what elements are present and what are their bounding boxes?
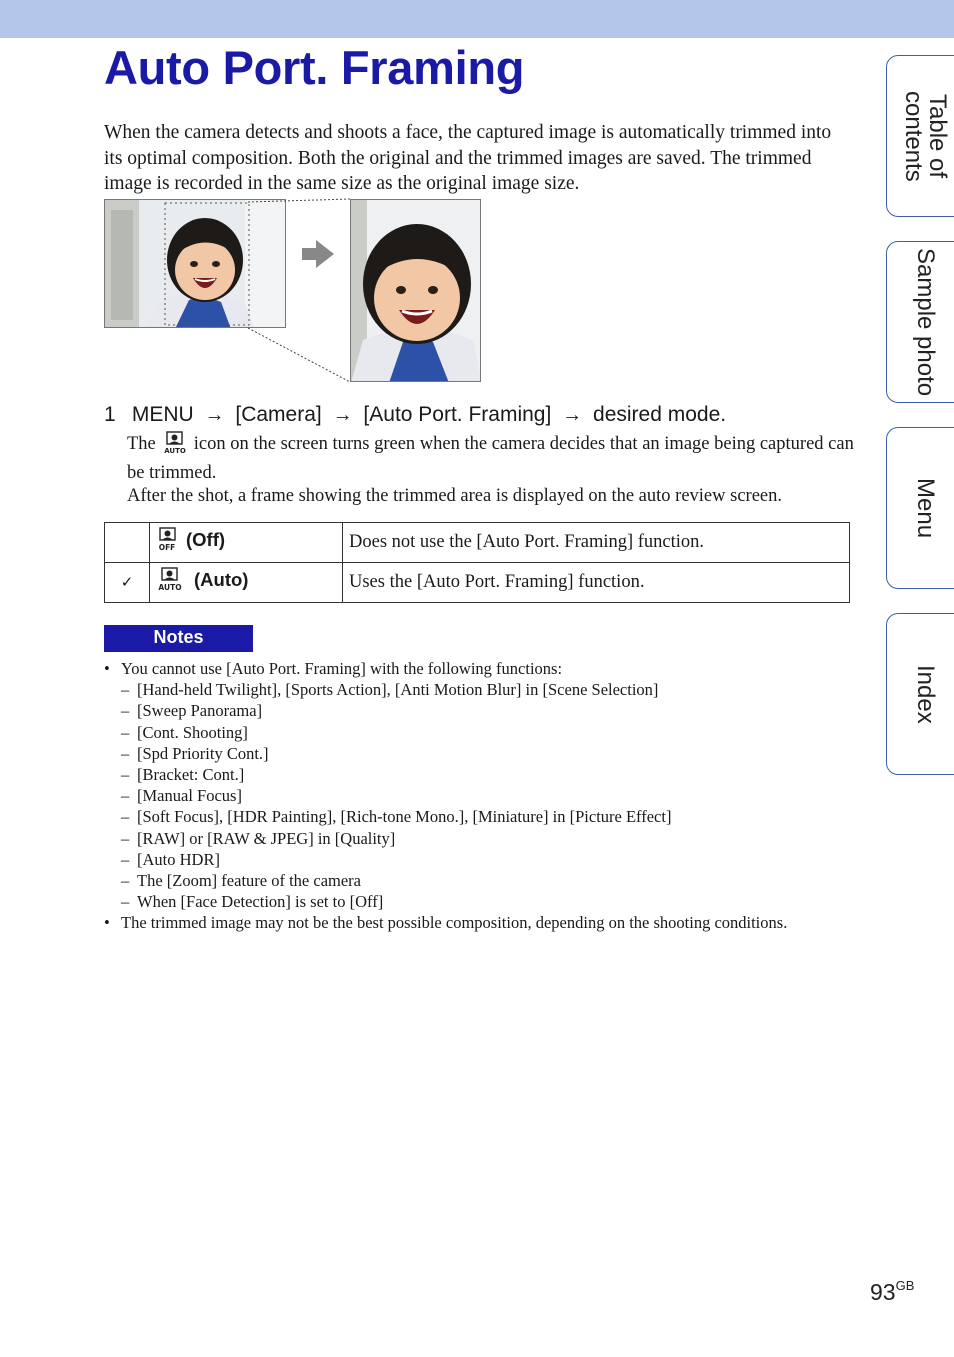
auto-port-framing-label: [Auto Port. Framing] bbox=[363, 403, 552, 426]
mode-table bbox=[104, 522, 850, 603]
note-sub-item: – [Sweep Panorama] bbox=[104, 700, 864, 721]
right-arrow-icon bbox=[300, 238, 336, 270]
top-banner bbox=[0, 0, 954, 38]
step-desc-prefix: The bbox=[127, 434, 156, 454]
step-desc-line-2: After the shot, a frame showing the trimmed area is displayed on the auto review screen. bbox=[127, 486, 782, 506]
mode-label-cell bbox=[150, 523, 343, 563]
auto-port-framing-off-icon bbox=[158, 527, 178, 558]
note-bullet-2: • The trimmed image may not be the best possible composition, depending on the shooting conditions. bbox=[104, 912, 864, 933]
tab-menu[interactable] bbox=[886, 427, 954, 589]
tab-label: Index bbox=[912, 664, 939, 724]
notes-heading: Notes bbox=[104, 625, 253, 652]
table-row bbox=[105, 563, 850, 603]
note-sub-item: – [Bracket: Cont.] bbox=[104, 764, 864, 785]
mode-label-cell bbox=[150, 563, 343, 603]
note-sub-item: – The [Zoom] feature of the camera bbox=[104, 870, 864, 891]
arrow-icon: → bbox=[332, 404, 353, 426]
desired-mode-label: desired mode. bbox=[593, 403, 727, 426]
notes-list bbox=[104, 658, 864, 934]
icon-auto-text: AUTO bbox=[158, 583, 182, 592]
note-sub-item: – [Manual Focus] bbox=[104, 785, 864, 806]
trimmed-photo bbox=[350, 199, 481, 382]
auto-port-framing-auto-icon bbox=[158, 567, 182, 598]
tab-table-of-contents[interactable] bbox=[886, 55, 954, 217]
check-icon: ✓ bbox=[120, 573, 134, 591]
note-sub-item: – [Hand-held Twilight], [Sports Action], [Anti Motion Blur] in [Scene Selection] bbox=[104, 679, 864, 700]
page-number-suffix: GB bbox=[895, 1278, 915, 1293]
icon-off-text: OFF bbox=[158, 543, 176, 552]
mode-off-label: (Off) bbox=[186, 529, 226, 550]
arrow-icon: → bbox=[204, 404, 225, 426]
auto-port-framing-auto-icon bbox=[164, 431, 186, 462]
mode-description: Does not use the [Auto Port. Framing] function. bbox=[343, 523, 850, 563]
step-desc-line-1 bbox=[127, 431, 857, 485]
selected-mark-cell bbox=[105, 563, 150, 603]
step-1-instruction bbox=[104, 401, 864, 429]
page-number-value: 93 bbox=[870, 1279, 896, 1305]
note-bullet-1: • You cannot use [Auto Port. Framing] with the following functions: bbox=[104, 658, 864, 679]
note-sub-item: – When [Face Detection] is set to [Off] bbox=[104, 891, 864, 912]
tab-label: Sample photo bbox=[912, 247, 939, 397]
tab-index[interactable] bbox=[886, 613, 954, 775]
tab-sample-photo[interactable] bbox=[886, 241, 954, 403]
arrow-icon: → bbox=[562, 404, 583, 426]
table-row bbox=[105, 523, 850, 563]
step-desc-suffix: icon on the screen turns green when the camera decides that an image being captured can be trimmed. bbox=[127, 434, 854, 483]
note-sub-item: – [RAW] or [RAW & JPEG] in [Quality] bbox=[104, 828, 864, 849]
note-sub-item: – [Spd Priority Cont.] bbox=[104, 743, 864, 764]
page-number bbox=[870, 1278, 914, 1306]
mode-auto-label: (Auto) bbox=[194, 569, 249, 590]
icon-auto-text: AUTO bbox=[163, 447, 186, 455]
step-description bbox=[127, 431, 857, 508]
step-number: 1 bbox=[104, 403, 116, 426]
intro-paragraph: When the camera detects and shoots a face, the captured image is automatically trimmed into its optimal composition. Both the original and the trimmed images are saved. The trimmed image is recorded in the same size as the original image size. bbox=[104, 122, 832, 194]
tab-label: Menu bbox=[912, 477, 939, 539]
camera-menu-label: [Camera] bbox=[235, 403, 322, 426]
trimmed-photo-illustration bbox=[351, 200, 481, 382]
page-title: Auto Port. Framing bbox=[104, 41, 525, 94]
note-sub-item: – [Auto HDR] bbox=[104, 849, 864, 870]
mode-description: Uses the [Auto Port. Framing] function. bbox=[343, 563, 850, 603]
selected-mark-cell bbox=[105, 523, 150, 563]
tab-label: Table of contents bbox=[900, 90, 951, 182]
note-sub-item: – [Soft Focus], [HDR Painting], [Rich-tone Mono.], [Miniature] in [Picture Effect] bbox=[104, 806, 864, 827]
note-sub-item: – [Cont. Shooting] bbox=[104, 722, 864, 743]
menu-label: MENU bbox=[131, 403, 194, 426]
